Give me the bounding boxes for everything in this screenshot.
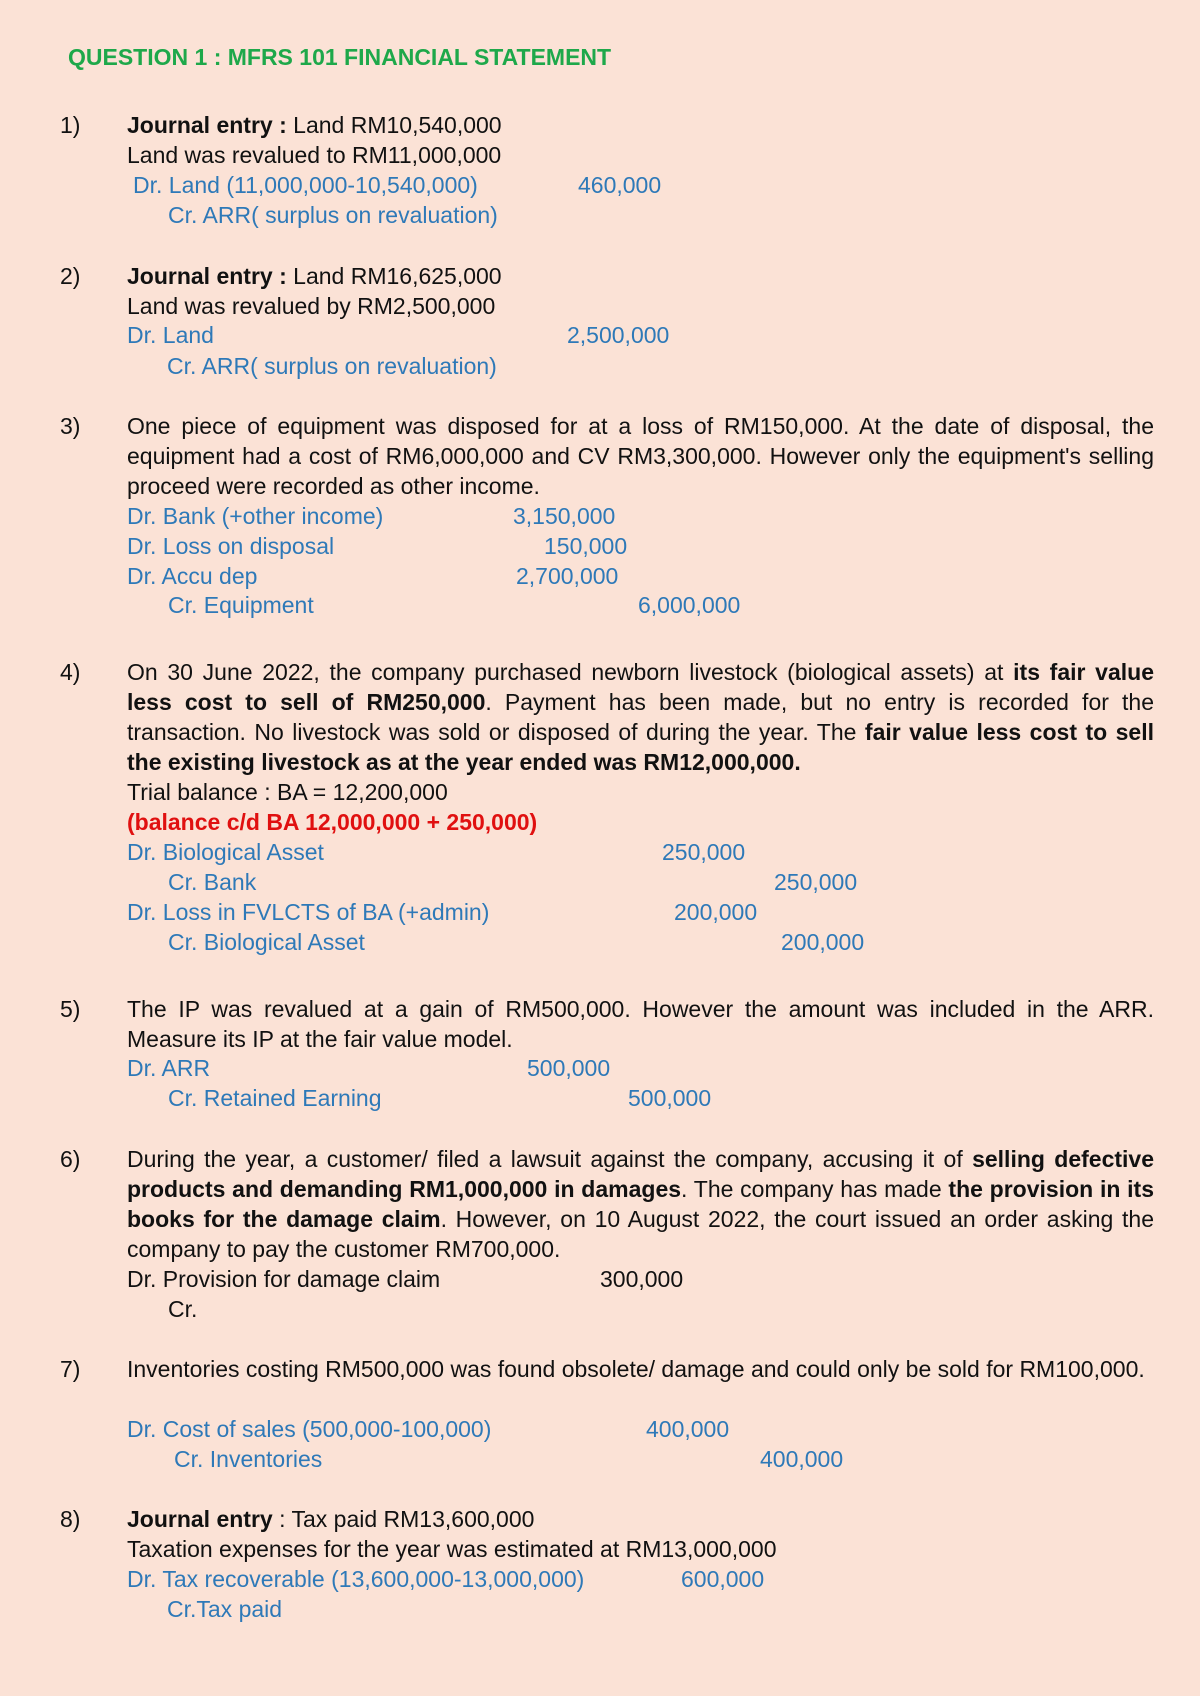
q4-entry-amount: 250,000 (774, 869, 858, 895)
q3-text: One piece of equipment was disposed for at a loss of RM150,000. At the date of disposal, the equipment had a cost of RM6,000,000 and CV RM3,300,000. However only the equipment's selling proceed were recorded as other income. (127, 413, 1154, 499)
q2-lead-rest: Land RM16,625,000 (286, 263, 502, 289)
q4-note: (balance c/d BA 12,000,000 + 250,000) (127, 809, 538, 835)
q4-text-part: On 30 June 2022, the company purchased newborn livestock (biological assets) at (127, 659, 1014, 685)
q6-text-part: . The company has made (681, 1176, 949, 1202)
q4-entry-label: Cr. Bank (168, 869, 257, 895)
q7-entry-label: Dr. Cost of sales (500,000-100,000) (127, 1416, 492, 1442)
q4-number: 4) (60, 659, 81, 685)
q5-entry-label: Cr. Retained Earning (168, 1085, 382, 1111)
q8-lead-rest: : Tax paid RM13,600,000 (272, 1506, 535, 1532)
q4-text-part: . Payment has been made, but no entry is recorded for the transaction. No livestock was sold or disposed of during the year. The (127, 689, 1154, 745)
q6-text-part: . However, on 10 August 2022, the court issued an order asking the company to pay the customer RM700,000. (127, 1206, 1154, 1262)
q5-entry-amount: 500,000 (527, 1055, 611, 1081)
q4-entry-amount: 200,000 (674, 899, 758, 925)
q6-text-part: During the year, a customer/ filed a lawsuit against the company, accusing it of (127, 1146, 973, 1172)
q6-bold-part: selling defective products and demanding RM1,000,000 in damages (127, 1146, 1154, 1202)
q8-line2: Taxation expenses for the year was estimated at RM13,000,000 (127, 1536, 777, 1562)
q3-entry-label: Cr. Equipment (168, 592, 314, 618)
page-title: QUESTION 1 : MFRS 101 FINANCIAL STATEMENT (68, 44, 612, 70)
q3-entry-amount: 2,700,000 (516, 563, 619, 589)
q4-entry-amount: 200,000 (781, 929, 865, 955)
q5-entry-label: Dr. ARR (127, 1055, 211, 1081)
q4-trial-balance: Trial balance : BA = 12,200,000 (127, 779, 448, 805)
q6-text (127, 1144, 1154, 1264)
q8-line1 (127, 1504, 534, 1534)
q4-text (127, 657, 1154, 777)
q2-cr-label: Cr. ARR( surplus on revaluation) (167, 353, 497, 379)
q1-dr-label: Dr. Land (11,000,000-10,540,000) (133, 172, 478, 198)
q8-lead: Journal entry (127, 1506, 273, 1532)
q4-entry-label: Dr. Loss in FVLCTS of BA (+admin) (127, 899, 490, 925)
q1-number: 1) (60, 112, 81, 138)
q1-line1 (127, 110, 502, 140)
q5-text: The IP was revalued at a gain of RM500,000. However the amount was included in the ARR. Measure its IP at the fair value model. (127, 996, 1154, 1052)
q6-dr-label: Dr. Provision for damage claim (127, 1266, 441, 1292)
q7-entry-amount: 400,000 (760, 1446, 844, 1472)
q4-entry-amount: 250,000 (662, 839, 746, 865)
q3-entry-label: Dr. Loss on disposal (127, 533, 335, 559)
q2-lead: Journal entry : (127, 263, 287, 289)
q8-number: 8) (60, 1506, 81, 1532)
q8-cr-label: Cr.Tax paid (167, 1596, 283, 1622)
q1-cr-label: Cr. ARR( surplus on revaluation) (168, 202, 498, 228)
q6-bold-part: the provision in its books for the damage claim (127, 1176, 1154, 1232)
q7-entry-label: Cr. Inventories (174, 1446, 323, 1472)
q3-number: 3) (60, 413, 81, 439)
q1-lead: Journal entry : (127, 112, 287, 138)
q1-line2: Land was revalued to RM11,000,000 (127, 142, 502, 168)
q8-dr-label: Dr. Tax recoverable (13,600,000-13,000,000) (127, 1566, 585, 1592)
q4-entry-label: Cr. Biological Asset (168, 929, 365, 955)
q7-text: Inventories costing RM500,000 was found obsolete/ damage and could only be sold for RM100,000. (127, 1356, 1145, 1382)
q7-entry-amount: 400,000 (646, 1416, 730, 1442)
q2-dr-amount: 2,500,000 (567, 322, 670, 348)
q1-lead-rest: Land RM10,540,000 (286, 112, 502, 138)
q3-entry-amount: 6,000,000 (638, 592, 741, 618)
q6-number: 6) (60, 1146, 81, 1172)
q5-entry-amount: 500,000 (628, 1085, 712, 1111)
q5-number: 5) (60, 996, 81, 1022)
q7-number: 7) (60, 1356, 81, 1382)
q3-entry-amount: 150,000 (544, 533, 628, 559)
q1-dr-amount: 460,000 (578, 172, 662, 198)
q2-dr-label: Dr. Land (127, 322, 214, 348)
q6-cr-label: Cr. (168, 1296, 198, 1322)
q4-bold-part: its fair value less cost to sell of RM250,000 (127, 659, 1154, 715)
q3-entry-amount: 3,150,000 (513, 503, 616, 529)
q8-dr-amount: 600,000 (681, 1566, 765, 1592)
q4-bold-part: fair value less cost to sell the existing livestock as at the year ended was RM12,000,000. (127, 719, 1154, 775)
q3-entry-label: Dr. Accu dep (127, 563, 258, 589)
q6-dr-amount: 300,000 (600, 1266, 684, 1292)
q4-entry-label: Dr. Biological Asset (127, 839, 324, 865)
q2-number: 2) (60, 263, 81, 289)
q2-line1 (127, 261, 502, 291)
q3-entry-label: Dr. Bank (+other income) (127, 503, 384, 529)
q2-line2: Land was revalued by RM2,500,000 (127, 293, 496, 319)
